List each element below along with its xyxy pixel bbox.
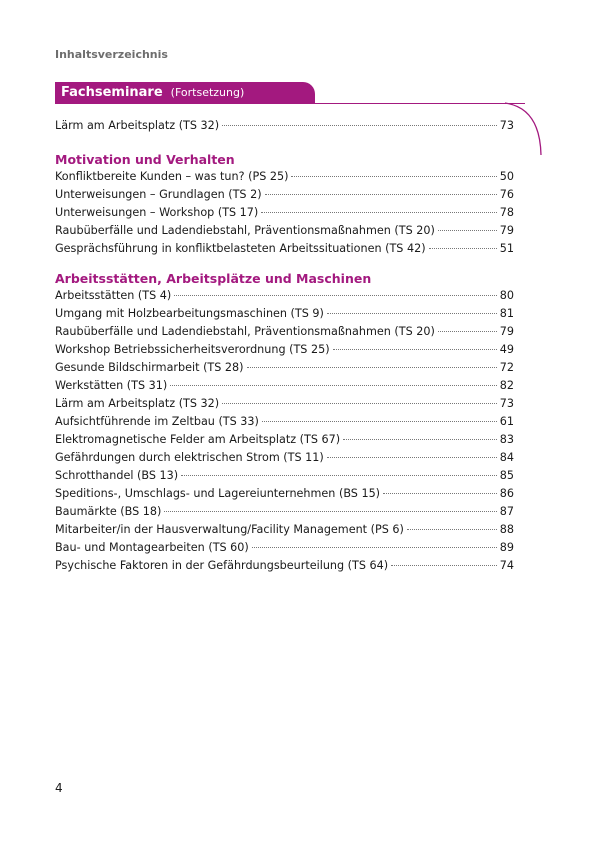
toc-entry-label: Baumärkte (BS 18) — [55, 505, 162, 518]
toc-entry-label: Raubüberfälle und Ladendiebstahl, Präventionsmaßnahmen (TS 20) — [55, 325, 435, 338]
dot-leader — [327, 456, 497, 458]
toc-entry-page: 78 — [499, 206, 514, 219]
toc-entry-page: 88 — [499, 523, 514, 536]
dot-leader — [252, 546, 497, 548]
toc-entry-page: 49 — [499, 343, 514, 356]
toc-entry[interactable] — [55, 431, 514, 449]
dot-leader — [438, 229, 497, 231]
toc-entry-page: 51 — [499, 242, 514, 255]
toc-entry[interactable] — [55, 117, 514, 135]
toc-entry-label: Unterweisungen – Grundlagen (TS 2) — [55, 188, 262, 201]
running-head: Inhaltsverzeichnis — [55, 48, 168, 61]
toc-entry-label: Mitarbeiter/in der Hausverwaltung/Facility Management (PS 6) — [55, 523, 404, 536]
banner-title: Fachseminare — [61, 85, 163, 100]
toc-entry-label: Elektromagnetische Felder am Arbeitsplatz (TS 67) — [55, 433, 341, 446]
toc-entry-page: 84 — [499, 451, 514, 464]
toc-entry-label: Lärm am Arbeitsplatz (TS 32) — [55, 119, 220, 132]
toc-entry[interactable] — [55, 413, 514, 431]
dot-leader — [429, 247, 497, 249]
dot-leader — [391, 564, 497, 566]
dot-leader — [383, 492, 497, 494]
dot-leader — [407, 528, 497, 530]
toc-entry[interactable] — [55, 341, 514, 359]
dot-leader — [261, 211, 496, 213]
toc-entry-page: 72 — [499, 361, 514, 374]
toc-intro — [55, 117, 514, 135]
toc-entry-page: 81 — [499, 307, 514, 320]
section-heading: Motivation und Verhalten — [55, 152, 235, 167]
dot-leader — [222, 124, 497, 126]
toc-entry-page: 82 — [499, 379, 514, 392]
banner-rule — [55, 103, 525, 104]
toc-entry[interactable] — [55, 557, 514, 575]
toc-entry-label: Schrotthandel (BS 13) — [55, 469, 179, 482]
dot-leader — [343, 438, 497, 440]
toc-entry-label: Gefährdungen durch elektrischen Strom (TS 11) — [55, 451, 324, 464]
toc-entry-page: 61 — [499, 415, 514, 428]
toc-entry-label: Konfliktbereite Kunden – was tun? (PS 25) — [55, 170, 289, 183]
dot-leader — [291, 175, 496, 177]
toc-entry[interactable] — [55, 359, 514, 377]
toc-entry-page: 79 — [499, 325, 514, 338]
toc-entry-label: Werkstätten (TS 31) — [55, 379, 168, 392]
toc-entry-page: 73 — [499, 119, 514, 132]
toc-entry[interactable] — [55, 539, 514, 557]
toc-entry-label: Raubüberfälle und Ladendiebstahl, Präventionsmaßnahmen (TS 20) — [55, 224, 435, 237]
dot-leader — [170, 384, 497, 386]
toc-entry-page: 74 — [499, 559, 514, 572]
toc-entry-label: Speditions-, Umschlags- und Lagereiunternehmen (BS 15) — [55, 487, 381, 500]
toc-entry-page: 86 — [499, 487, 514, 500]
toc-entry[interactable] — [55, 395, 514, 413]
page-number: 4 — [55, 781, 63, 795]
toc-entry-page: 89 — [499, 541, 514, 554]
dot-leader — [222, 402, 497, 404]
toc-entry-label: Lärm am Arbeitsplatz (TS 32) — [55, 397, 220, 410]
dot-leader — [174, 294, 496, 296]
toc-entry-page: 87 — [499, 505, 514, 518]
toc-entry[interactable] — [55, 485, 514, 503]
section-banner — [55, 82, 315, 103]
toc-entry-label: Bau- und Montagearbeiten (TS 60) — [55, 541, 249, 554]
toc-entry[interactable] — [55, 168, 514, 186]
toc-entry-label: Gesunde Bildschirmarbeit (TS 28) — [55, 361, 244, 374]
toc-entry[interactable] — [55, 323, 514, 341]
toc-entry-label: Aufsichtführende im Zeltbau (TS 33) — [55, 415, 259, 428]
toc-entry-page: 80 — [499, 289, 514, 302]
dot-leader — [265, 193, 497, 195]
toc-entry[interactable] — [55, 240, 514, 258]
toc-entry[interactable] — [55, 503, 514, 521]
dot-leader — [247, 366, 497, 368]
toc-entry[interactable] — [55, 222, 514, 240]
toc-entry[interactable] — [55, 467, 514, 485]
toc-section-arbeitsstaetten — [55, 270, 514, 575]
dot-leader — [181, 474, 497, 476]
dot-leader — [164, 510, 496, 512]
banner-subtitle: (Fortsetzung) — [170, 86, 245, 99]
toc-entry[interactable] — [55, 377, 514, 395]
toc-entry-label: Umgang mit Holzbearbeitungsmaschinen (TS 9) — [55, 307, 324, 320]
dot-leader — [262, 420, 497, 422]
toc-entry-page: 50 — [499, 170, 514, 183]
dot-leader — [438, 330, 497, 332]
toc-entry-page: 79 — [499, 224, 514, 237]
toc-entry-page: 85 — [499, 469, 514, 482]
toc-entry-page: 76 — [499, 188, 514, 201]
toc-entry[interactable] — [55, 204, 514, 222]
toc-entry[interactable] — [55, 186, 514, 204]
toc-entry[interactable] — [55, 449, 514, 467]
toc-entry[interactable] — [55, 521, 514, 539]
toc-entry[interactable] — [55, 305, 514, 323]
toc-entry-label: Unterweisungen – Workshop (TS 17) — [55, 206, 259, 219]
toc-entry-page: 83 — [499, 433, 514, 446]
dot-leader — [333, 348, 497, 350]
toc-entry-page: 73 — [499, 397, 514, 410]
section-heading: Arbeitsstätten, Arbeitsplätze und Maschinen — [55, 271, 372, 286]
toc-entry-label: Workshop Betriebssicherheitsverordnung (TS 25) — [55, 343, 330, 356]
toc-entry-label: Arbeitsstätten (TS 4) — [55, 289, 172, 302]
dot-leader — [327, 312, 497, 314]
toc-section-motivation — [55, 151, 514, 258]
toc-entry-label: Gesprächsführung in konfliktbelasteten Arbeitssituationen (TS 42) — [55, 242, 426, 255]
toc-entry-label: Psychische Faktoren in der Gefährdungsbeurteilung (TS 64) — [55, 559, 389, 572]
toc-entry[interactable] — [55, 287, 514, 305]
